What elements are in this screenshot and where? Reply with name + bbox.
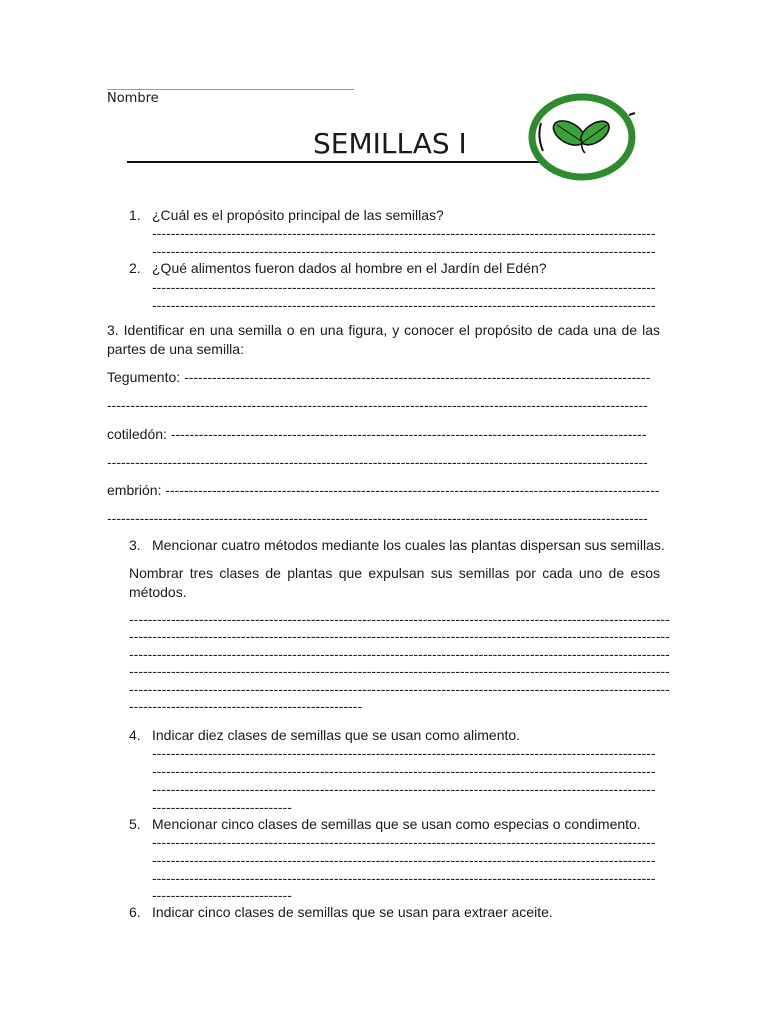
question-2-text: ¿Qué alimentos fueron dados al hombre en el Jardín del Edén? [152, 260, 547, 276]
question-6-number: 6. [129, 904, 141, 920]
answer-line: ------------------------------------------------------------------------------------------------------------ [152, 279, 656, 295]
answer-line: ------------------------------------------------------------------------------------------------------------ [152, 852, 656, 868]
question-5-text: Mencionar cinco clases de semillas que se usan como especias o condimento. [152, 816, 641, 832]
name-label: Nombre [107, 91, 159, 106]
answer-line: ------------------------------------------------------------------------------------------------------------ [152, 297, 656, 313]
answer-line: -------------------------------------------------------------------------------------------------------------------- [129, 628, 670, 644]
seed-logo-icon [527, 93, 639, 181]
question-5-number: 5. [129, 816, 141, 832]
answer-line: -------------------------------------------------- [129, 698, 363, 714]
question-3b-subtext: Nombrar tres clases de plantas que expulsan sus semillas por cada uno de esos métodos. [129, 565, 660, 600]
question-4-number: 4. [129, 727, 141, 743]
answer-line: ------------------------------------------------------------------------------------------------------------ [152, 745, 656, 761]
question-3-text: 3. Identificar en una semilla o en una figura, y conocer el propósito de cada una de las partes de una semilla: [107, 322, 660, 357]
answer-line: -------------------------------------------------------------------------------------------------------------------- [107, 510, 648, 526]
title-underline [127, 161, 547, 163]
question-3b-number: 3. [129, 537, 141, 553]
name-underline [107, 89, 354, 90]
answer-line: ------------------------------------------------------------------------------------------------------------ [152, 870, 656, 886]
question-4-text: Indicar diez clases de semillas que se usan como alimento. [152, 727, 521, 743]
answer-line: ------------------------------------------------------------------------------------------------------------ [152, 834, 656, 850]
question-2-number: 2. [129, 260, 141, 276]
answer-line: -------------------------------------------------------------------------------------------------------------------- [107, 454, 648, 470]
question-6-text: Indicar cinco clases de semillas que se usan para extraer aceite. [152, 904, 553, 920]
answer-line: ------------------------------------------------------------------------------------------------------------ [152, 781, 656, 797]
answer-line: ------------------------------ [152, 799, 292, 815]
page-title: SEMILLAS I [313, 127, 467, 160]
answer-line: ------------------------------------------------------------------------------------------------------------ [152, 763, 656, 779]
answer-line: -------------------------------------------------------------------------------------------------------------------- [129, 611, 670, 627]
part-cotiledon: cotiledón: ------------------------------------------------------------------------------------------------------ [107, 426, 647, 442]
answer-line: ------------------------------ [152, 887, 292, 903]
answer-line: -------------------------------------------------------------------------------------------------------------------- [107, 397, 648, 413]
part-embrion: embrión: ---------------------------------------------------------------------------------------------------------- [107, 482, 660, 498]
question-1-number: 1. [129, 207, 141, 223]
answer-line: ------------------------------------------------------------------------------------------------------------ [152, 225, 656, 241]
answer-line: ------------------------------------------------------------------------------------------------------------ [152, 243, 656, 259]
question-3b-text: Mencionar cuatro métodos mediante los cuales las plantas dispersan sus semillas. [152, 537, 665, 553]
answer-line: -------------------------------------------------------------------------------------------------------------------- [129, 663, 670, 679]
answer-line: -------------------------------------------------------------------------------------------------------------------- [129, 646, 670, 662]
answer-line: -------------------------------------------------------------------------------------------------------------------- [129, 681, 670, 697]
part-tegumento: Tegumento: ---------------------------------------------------------------------------------------------------- [107, 369, 651, 385]
question-1-text: ¿Cuál es el propósito principal de las semillas? [152, 207, 444, 223]
